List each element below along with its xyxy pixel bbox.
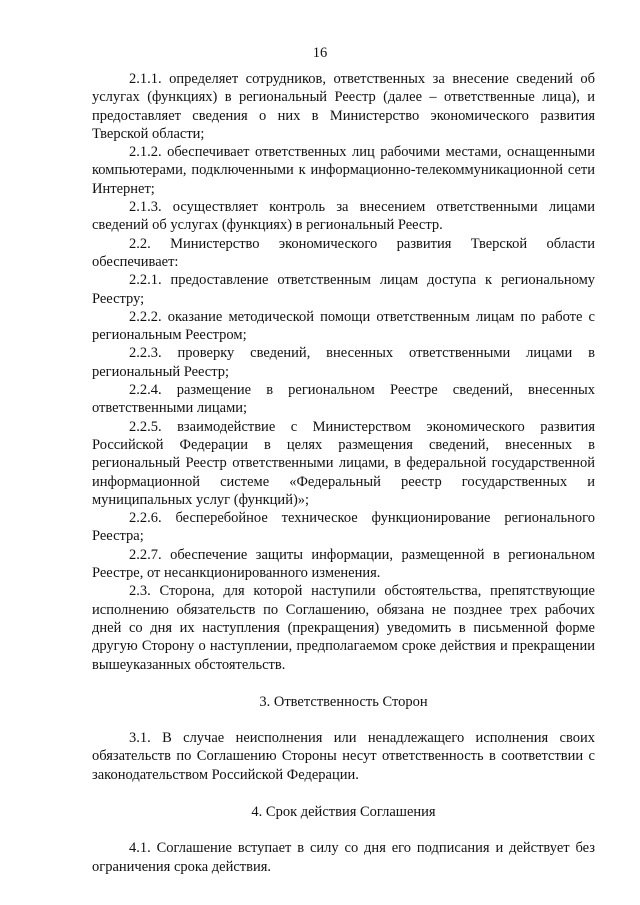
paragraph-2-2-7: 2.2.7. обеспечение защиты информации, размещенной в региональном Реестре, от несанкционированного изменения. (92, 546, 595, 582)
paragraph-3-1: 3.1. В случае неисполнения или ненадлежащего исполнения своих обязательств по Соглашению Стороны несут ответственность в соответствии с законодательством Российской Федерации. (92, 730, 595, 783)
paragraph-2-1-2: 2.1.2. обеспечивает ответственных лиц рабочими местами, оснащенными компьютерами, подключенными к информационно-телекоммуникационной сети Интернет; (92, 144, 595, 197)
paragraph-2-3: 2.3. Сторона, для которой наступили обстоятельства, препятствующие исполнению обязательств по Соглашению, обязана не позднее трех рабочих дней со дня их наступления (прекращения) уведомить в письменной форме другую Сторону о наступлении, предполагаемом сроке действия и прекращении вышеуказанных обстоятельств. (92, 583, 595, 673)
section-3-heading: 3. Ответственность Сторон (259, 693, 428, 710)
paragraph-2-1-1: 2.1.1. определяет сотрудников, ответственных за внесение сведений об услугах (функциях) в региональный Реестр (далее – ответственные лица), и предоставляет сведения о них в Министерство экономического развития Тверской области; (92, 71, 595, 142)
paragraph-2-2-1: 2.2.1. предоставление ответственным лицам доступа к региональному Реестру; (92, 272, 595, 307)
paragraph-2-2-2: 2.2.2. оказание методической помощи ответственным лицам по работе с региональным Реестром; (92, 308, 595, 344)
paragraph-2-2-5: 2.2.5. взаимодействие с Министерством экономического развития Российской Федерации в целях размещения сведений, внесенных в региональный Реестр ответственными лицами, в федеральной государственной информационной системе «Федеральный реестр государственных и муниципальных услуг (функций)»; (92, 418, 595, 508)
paragraph-2-2: 2.2. Министерство экономического развития Тверской области обеспечивает: (92, 235, 595, 270)
paragraph-2-2-3: 2.2.3. проверку сведений, внесенных ответственными лицами в региональный Реестр; (92, 345, 595, 380)
document-body (92, 70, 595, 876)
paragraph-2-1-3: 2.1.3. осуществляет контроль за внесением ответственными лицами сведений об услугах (функциях) в региональный Реестр. (92, 199, 595, 234)
paragraph-2-2-6: 2.2.6. бесперебойное техническое функционирование регионального Реестра; (92, 510, 595, 545)
paragraph-2-2-4: 2.2.4. размещение в региональном Реестре сведений, внесенных ответственными лицами; (92, 382, 595, 417)
page-number: 16 (312, 45, 328, 61)
section-4-heading: 4. Срок действия Соглашения (251, 803, 436, 820)
paragraph-4-1: 4.1. Соглашение вступает в силу со дня его подписания и действует без ограничения срока действия. (92, 840, 595, 875)
